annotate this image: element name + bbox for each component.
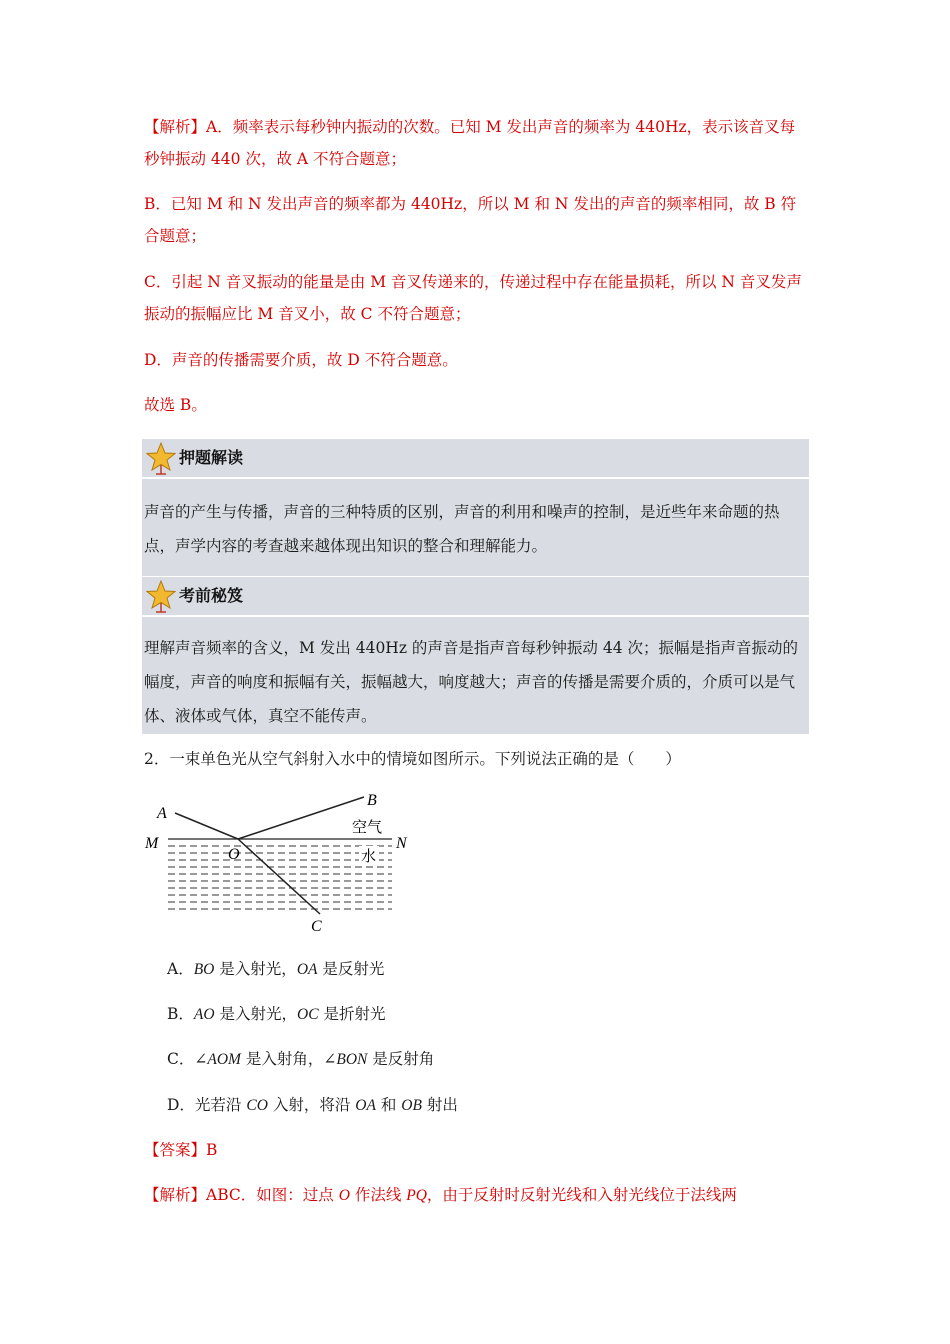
option-a-mid: 是入射光， — [214, 960, 297, 978]
exam-tips-title: 考前秘笈 — [179, 586, 244, 605]
label-c: C — [311, 918, 322, 935]
option-c-mid: 是入射角，∠ — [240, 1050, 337, 1068]
option-b-prefix: B． — [167, 1005, 194, 1023]
option-b[interactable] — [167, 1002, 385, 1027]
analysis-paragraph-d: D．声音的传播需要介质，故 D 不符合题意。 — [144, 351, 458, 369]
answer-tag: 【答案】 — [144, 1141, 207, 1159]
star-icon — [146, 580, 176, 614]
answer-value: B — [206, 1141, 218, 1159]
option-d-end: 射出 — [421, 1096, 458, 1114]
option-d-ray1: CO — [246, 1097, 268, 1114]
analysis2-point: O — [338, 1187, 350, 1204]
refraction-diagram — [140, 786, 420, 938]
ray-ao — [175, 813, 238, 839]
label-n: N — [396, 835, 407, 852]
exam-tips-text: 理解声音频率的含义，M 发出 440Hz 的声音是指声音每秒钟振动 44 次；振幅是指声音振动的幅度，声音的响度和振幅有关，振幅越大，响度越大；声音的传播是需要介质的，介质可以是气体、液体或气体，真空不能传声。 — [144, 639, 798, 725]
analysis-paragraph-b: B．已知 M 和 N 发出声音的频率都为 440Hz，所以 M 和 N 发出的声音的频率相同，故 B 符合题意； — [144, 195, 797, 245]
analysis2-tag: 【解析】 — [144, 1186, 207, 1204]
option-b-ray2: OC — [297, 1006, 319, 1023]
exam-tips-box — [142, 577, 809, 734]
label-a: A — [157, 805, 167, 822]
label-o: O — [228, 846, 240, 863]
option-a-ray1: BO — [193, 961, 215, 978]
option-b-end: 是折射光 — [318, 1005, 386, 1023]
label-b: B — [367, 792, 377, 809]
option-d-ray2: OA — [355, 1097, 376, 1114]
analysis2-line — [144, 1179, 809, 1212]
option-b-ray1: AO — [193, 1006, 215, 1023]
analysis2-mid: 作法线 — [349, 1186, 407, 1204]
option-c[interactable] — [167, 1047, 434, 1072]
option-c-angle2: BON — [336, 1051, 368, 1068]
exam-interpretation-title: 押题解读 — [179, 448, 244, 467]
analysis-paragraph-a — [144, 111, 809, 175]
option-d-prefix: D．光若沿 — [167, 1096, 247, 1114]
option-a-ray2: OA — [296, 961, 318, 978]
analysis2-start: ABC．如图：过点 — [206, 1186, 339, 1204]
exam-interpretation-text: 声音的产生与传播，声音的三种特质的区别，声音的利用和噪声的控制，是近些年来命题的热点，声学内容的考查越来越体现出知识的整合和理解能力。 — [144, 503, 780, 555]
ray-oc — [238, 839, 320, 914]
option-d-ray3: OB — [401, 1097, 422, 1114]
analysis-tag: 【解析】 — [144, 118, 207, 136]
option-a[interactable] — [167, 957, 384, 982]
analysis2-normal-line: PQ — [406, 1187, 427, 1204]
analysis-text-a: A．频率表示每秒钟内振动的次数。已知 M 发出声音的频率为 440Hz，表示该音叉每秒钟振动 440 次，故 A 不符合题意； — [144, 118, 796, 168]
option-d-mid: 入射，将沿 — [267, 1096, 356, 1114]
analysis2-end: ，由于反射时反射光线和入射光线位于法线两 — [426, 1186, 737, 1204]
analysis-paragraph-c: C．引起 N 音叉振动的能量是由 M 音叉传递来的，传递过程中存在能量损耗，所以 N 音叉发声振动的振幅应比 M 音叉小，故 C 不符合题意； — [144, 273, 802, 323]
ray-ob — [238, 797, 364, 839]
option-a-end: 是反射光 — [317, 960, 385, 978]
option-c-end: 是反射角 — [367, 1050, 435, 1068]
option-c-angle1: AOM — [207, 1051, 241, 1068]
answer-line — [144, 1134, 809, 1166]
option-d[interactable] — [167, 1093, 458, 1118]
exam-interpretation-box — [142, 439, 809, 576]
question-stem: 2．一束单色光从空气斜射入水中的情境如图所示。下列说法正确的是（ ） — [144, 750, 681, 768]
label-m: M — [145, 835, 159, 852]
label-air: 空气 — [352, 818, 383, 836]
option-c-prefix: C．∠ — [167, 1050, 208, 1068]
analysis-conclusion: 故选 B。 — [144, 396, 207, 414]
option-a-prefix: A． — [167, 960, 194, 978]
star-icon — [146, 442, 176, 476]
exam-interpretation-header — [142, 439, 809, 479]
option-d-and: 和 — [375, 1096, 402, 1114]
label-water: 水 — [361, 847, 377, 865]
option-b-mid: 是入射光， — [214, 1005, 297, 1023]
exam-tips-header — [142, 577, 809, 617]
